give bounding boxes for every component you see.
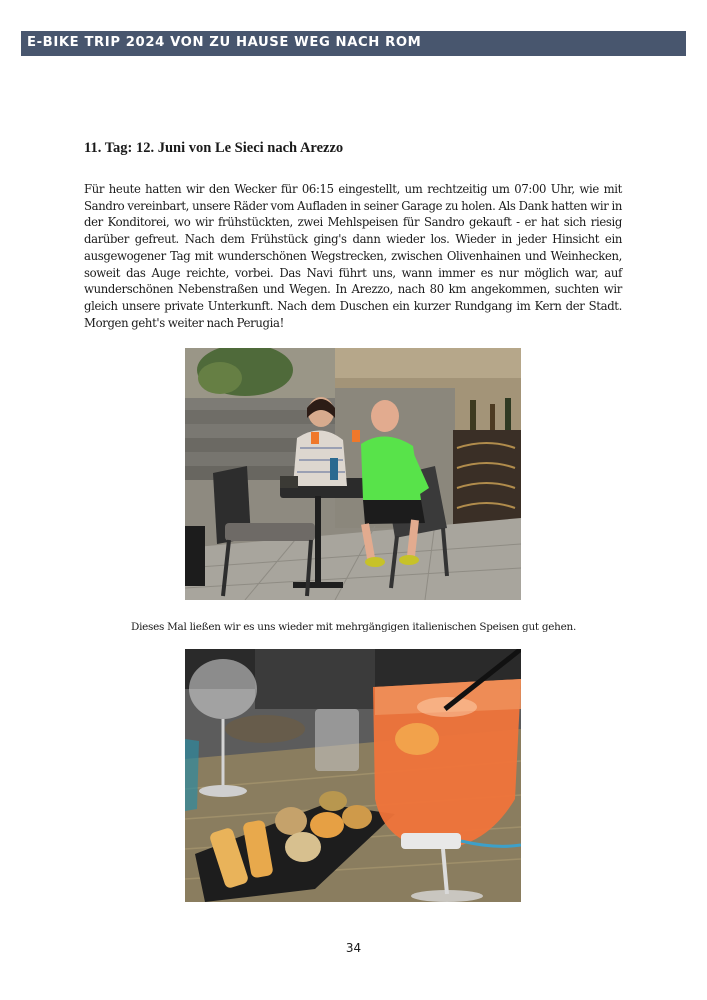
page-number: 34 xyxy=(345,941,362,955)
document-header-bar xyxy=(21,31,686,56)
section-heading: 11. Tag: 12. Juni von Le Sieci nach Arezzo xyxy=(84,140,344,156)
photo-couple-terrace xyxy=(185,348,521,600)
photo-caption: Dieses Mal ließen wir es uns wieder mit mehrgängigen italienischen Speisen gut gehen. xyxy=(130,621,577,633)
body-paragraph: Für heute hatten wir den Wecker für 06:15 eingestellt, um rechtzeitig um 07:00 Uhr, wie mit Sandro vereinbart, unsere Räder vom Aufladen in seiner Garage zu holen. Als Dank hatten wir in der Konditorei, wo wir frühstückten, zwei Mehlspeisen für Sandro gekauft - er hat sich riesig darüber gefreut. Nach dem Frühstück ging's dann wieder los. Wieder in jeder Hinsicht ein ausgewogener Tag mit wunderschönen Wegstrecken, zwischen Olivenhainen und Weinhecken, soweit das Auge reichte, vorbei. Das Navi führt uns, wann immer es nur möglich war, auf wunderschönen Nebenstraßen und Wegen. In Arezzo, nach 80 km angekommen, suchten wir gleich unsere private Unterkunft. Nach dem Duschen ein kurzer Rundgang im Kern der Stadt. Morgen geht's weiter nach Perugia! xyxy=(84,182,622,330)
photo-aperitif-table xyxy=(185,649,521,902)
document-title: E-BIKE TRIP 2024 VON ZU HAUSE WEG NACH ROM xyxy=(27,35,422,50)
